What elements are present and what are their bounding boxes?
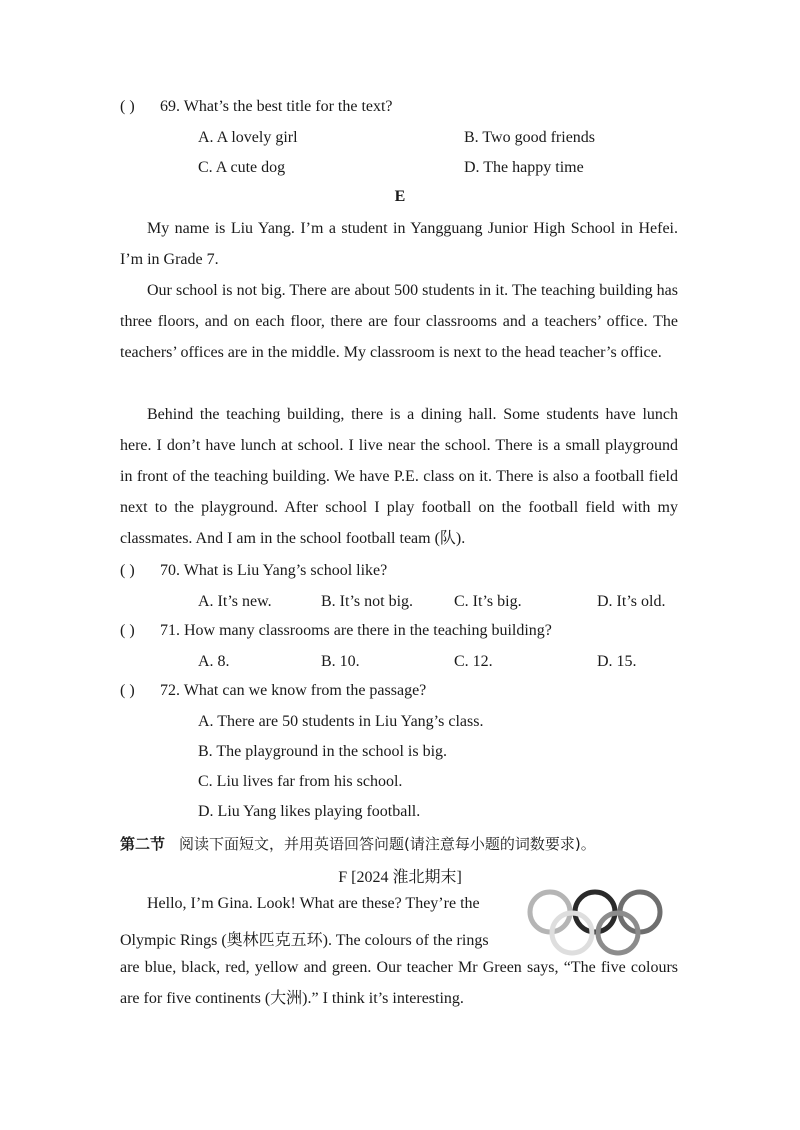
option-a: A. It’s new.	[198, 593, 272, 610]
answer-blank[interactable]: ( )	[120, 682, 135, 699]
option-d: D. The happy time	[464, 159, 584, 176]
question-stem: 69. What’s the best title for the text?	[160, 98, 393, 115]
option-c: C. A cute dog	[198, 159, 286, 176]
ring-top-middle	[575, 892, 615, 932]
passage-paragraph: Behind the teaching building, there is a dining hall. Some students have lunch here. I don’t have lunch at school. I live near the school. There is a small playground in front of the teaching building. We have P.E. class on it. There is also a football field next to the playground. After school I play football on the football field with my classmates. And I am in the school football team (队).	[120, 406, 678, 547]
question-stem: 72. What can we know from the passage?	[160, 682, 427, 699]
option-a: A. A lovely girl	[198, 129, 298, 146]
option-c: C. It’s big.	[454, 593, 522, 610]
question-stem: 70. What is Liu Yang’s school like?	[160, 562, 388, 579]
section-label: 第二节	[120, 835, 166, 853]
question-72	[120, 682, 426, 700]
option-a: A. There are 50 students in Liu Yang’s class.	[198, 713, 484, 730]
option-d: D. Liu Yang likes playing football.	[198, 803, 421, 820]
passage-line: Hello, I’m Gina. Look! What are these? They’re the	[147, 895, 480, 912]
passage-line: Olympic Rings (奥林匹克五环). The colours of the rings	[120, 932, 489, 949]
question-70	[120, 562, 387, 580]
option-b: B. 10.	[321, 653, 360, 670]
question-71	[120, 622, 552, 640]
passage-paragraph: Our school is not big. There are about 500 students in it. The teaching building has three floors, and on each floor, there are four classrooms and a teachers’ office. The teachers’ offices are in the middle. My classroom is next to the head teacher’s office.	[120, 282, 678, 361]
answer-blank[interactable]: ( )	[120, 622, 135, 639]
olympic-rings-icon	[524, 888, 666, 958]
passage-paragraph: are blue, black, red, yellow and green. Our teacher Mr Green says, “The five colours are for five continents (大洲).” I think it’s interesting.	[120, 959, 678, 1007]
section-heading	[120, 833, 596, 854]
option-b: B. Two good friends	[464, 129, 596, 146]
passage-letter: E	[394, 188, 406, 205]
option-a: A. 8.	[198, 653, 230, 670]
passage-title: F [2024 淮北期末]	[338, 869, 462, 886]
option-c: C. Liu lives far from his school.	[198, 773, 403, 790]
passage-paragraph: My name is Liu Yang. I’m a student in Yangguang Junior High School in Hefei. I’m in Grade 7.	[120, 220, 678, 268]
option-b: B. It’s not big.	[321, 593, 414, 610]
option-b: B. The playground in the school is big.	[198, 743, 448, 760]
option-c: C. 12.	[454, 653, 493, 670]
option-d: D. 15.	[597, 653, 637, 670]
option-d: D. It’s old.	[597, 593, 666, 610]
question-69	[120, 98, 393, 116]
section-instruction: 阅读下面短文，并用英语回答问题(请注意每小题的词数要求)。	[179, 835, 596, 853]
answer-blank[interactable]: ( )	[120, 562, 135, 579]
question-stem: 71. How many classrooms are there in the teaching building?	[160, 622, 552, 639]
answer-blank[interactable]: ( )	[120, 98, 135, 115]
